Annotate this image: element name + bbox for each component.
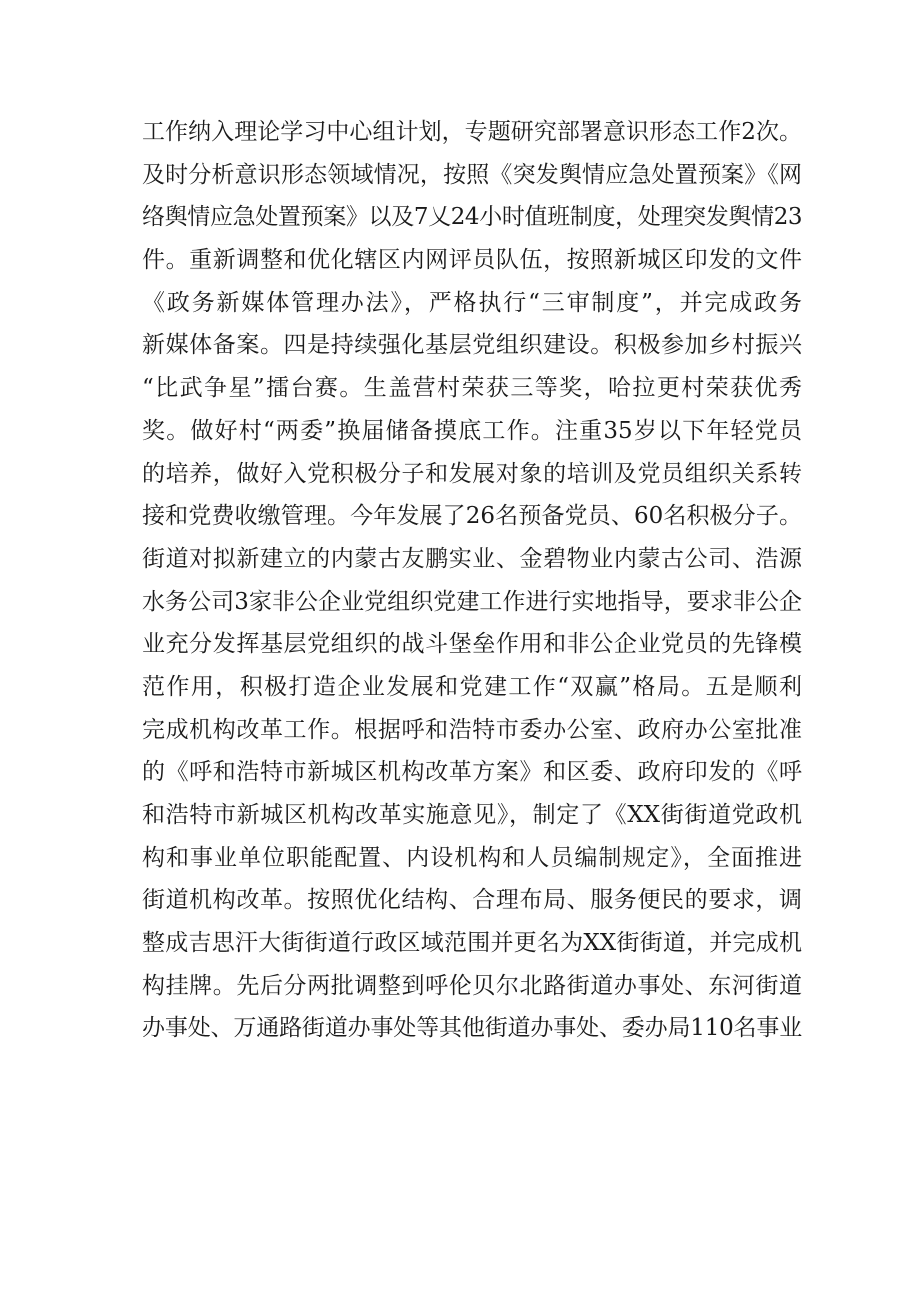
text-line: 新媒体备案。四是持续强化基层党组织建设。积极参加乡村振兴 (142, 332, 802, 359)
text-line: 的培养，做好入党积极分子和发展对象的培训及党员组织关系转 (142, 460, 802, 487)
text-line: 和浩特市新城区机构改革实施意见》，制定了《XX街街道党政机 (142, 802, 802, 828)
text-line: 《政务新媒体管理办法》，严格执行“三审制度”，并完成政务 (142, 289, 802, 316)
text-line: 办事处、万通路街道办事处等其他街道办事处、委办局110名事业 (142, 1015, 802, 1042)
text-line: 及时分析意识形态领域情况，按照《突发舆情应急处置预案》《网 (142, 161, 802, 188)
text-line: 奖。做好村“两委”换届储备摸底工作。注重35岁以下年轻党员 (142, 417, 802, 444)
text-line: 件。重新调整和优化辖区内网评员队伍，按照新城区印发的文件 (142, 247, 802, 274)
text-line: 的《呼和浩特市新城区机构改革方案》和区委、政府印发的《呼 (142, 759, 802, 786)
text-line: 范作用，积极打造企业发展和党建工作“双赢”格局。五是顺利 (142, 673, 802, 700)
text-line: 完成机构改革工作。根据呼和浩特市委办公室、政府办公室批准 (142, 716, 802, 743)
text-line: 接和党费收缴管理。今年发展了26名预备党员、60名积极分子。 (142, 503, 802, 530)
text-line: “比武争星”擂台赛。生盖营村荣获三等奖，哈拉更村荣获优秀 (142, 375, 802, 402)
text-line: 工作纳入理论学习中心组计划，专题研究部署意识形态工作2次。 (142, 119, 802, 145)
text-line: 络舆情应急处置预案》以及7乂24小时值班制度，处理突发舆情23 (142, 204, 802, 231)
text-line: 业充分发挥基层党组织的战斗堡垒作用和非公企业党员的先锋模 (142, 631, 802, 658)
text-line: 街道机构改革。按照优化结构、合理布局、服务便民的要求，调 (142, 887, 802, 914)
body-text (142, 111, 802, 1050)
text-line: 整成吉思汗大街街道行政区域范围并更名为XX街街道，并完成机 (142, 930, 802, 957)
text-line: 构和事业单位职能配置、内设机构和人员编制规定》，全面推进 (142, 844, 802, 871)
text-line: 水务公司3家非公企业党组织党建工作进行实地指导，要求非公企 (142, 588, 802, 615)
text-line: 街道对拟新建立的内蒙古友鹏实业、金碧物业内蒙古公司、浩源 (142, 545, 802, 572)
text-line: 构挂牌。先后分两批调整到呼伦贝尔北路街道办事处、东河街道 (142, 972, 802, 999)
